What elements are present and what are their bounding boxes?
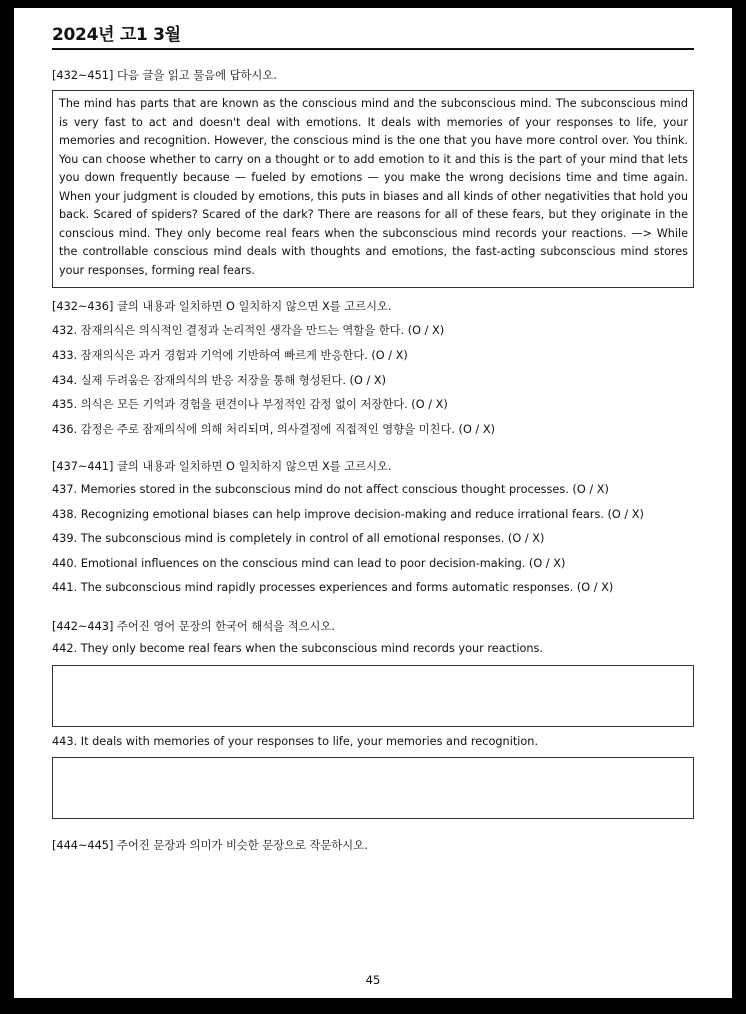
question-440: 440. Emotional influences on the conscious mind can lead to poor decision-making. (O / X): [52, 557, 566, 570]
answer-box-443[interactable]: [52, 757, 694, 819]
section-instruction-432-451: [432~451] 다음 글을 읽고 물음에 답하시오.: [52, 69, 277, 82]
question-436: 436. 감정은 주로 잠재의식에 의해 처리되며, 의사결정에 직접적인 영향을 미친다. (O / X): [52, 423, 495, 436]
answer-box-442[interactable]: [52, 665, 694, 727]
question-438: 438. Recognizing emotional biases can help improve decision-making and reduce irrational fears. (O / X): [52, 508, 644, 521]
section-instruction-432-436: [432~436] 글의 내용과 일치하면 O 일치하지 않으면 X를 고르시오.: [52, 300, 392, 313]
section-instruction-442-443: [442~443] 주어진 영어 문장의 한국어 해석을 적으시오.: [52, 620, 335, 633]
question-437: 437. Memories stored in the subconscious mind do not affect conscious thought processes. (O / X): [52, 483, 609, 496]
header-divider: [52, 48, 694, 50]
question-432: 432. 잠재의식은 의식적인 결정과 논리적인 생각을 만드는 역할을 한다. (O / X): [52, 324, 445, 337]
question-441: 441. The subconscious mind rapidly processes experiences and forms automatic responses. (O / X): [52, 581, 614, 594]
question-434: 434. 실제 두려움은 잠재의식의 반응 저장을 통해 형성된다. (O / X): [52, 374, 386, 387]
worksheet-page: [14, 8, 732, 998]
page-number: 45: [365, 973, 381, 987]
question-442: 442. They only become real fears when the subconscious mind records your reactions.: [52, 642, 544, 655]
section-instruction-444-445: [444~445] 주어진 문장과 의미가 비슷한 문장으로 작문하시오.: [52, 839, 368, 852]
question-443: 443. It deals with memories of your responses to life, your memories and recognition.: [52, 735, 539, 748]
reading-passage: The mind has parts that are known as the conscious mind and the subconscious mind. The subconscious mind is very fast to act and doesn't deal with emotions. It deals with memories of your responses to life, your memories and recognition. However, the conscious mind is the one that you have more control over. You think. You can choose whether to carry on a thought or to add emotion to it and this is the part of your mind that lets you down frequently because — fueled by emotions — you make the wrong decisions time and time again. When your judgment is clouded by emotions, this puts in biases and all kinds of other negativities that hold you back. Scared of spiders? Scared of the dark? There are reasons for all of these fears, but they originate in the conscious mind. They only become real fears when the subconscious mind records your reactions. —> While the controllable conscious mind deals with thoughts and emotions, the fast-acting subconscious mind stores your responses, forming real fears.: [59, 97, 688, 277]
question-433: 433. 잠재의식은 과거 경험과 기억에 기반하여 빠르게 반응한다. (O / X): [52, 349, 408, 362]
question-439: 439. The subconscious mind is completely in control of all emotional responses. (O / X): [52, 532, 545, 545]
section-instruction-437-441: [437~441] 글의 내용과 일치하면 O 일치하지 않으면 X를 고르시오.: [52, 460, 392, 473]
question-435: 435. 의식은 모든 기억과 경험을 편견이나 부정적인 감정 없이 저장한다. (O / X): [52, 398, 448, 411]
page-title: 2024년 고1 3월: [52, 25, 181, 45]
